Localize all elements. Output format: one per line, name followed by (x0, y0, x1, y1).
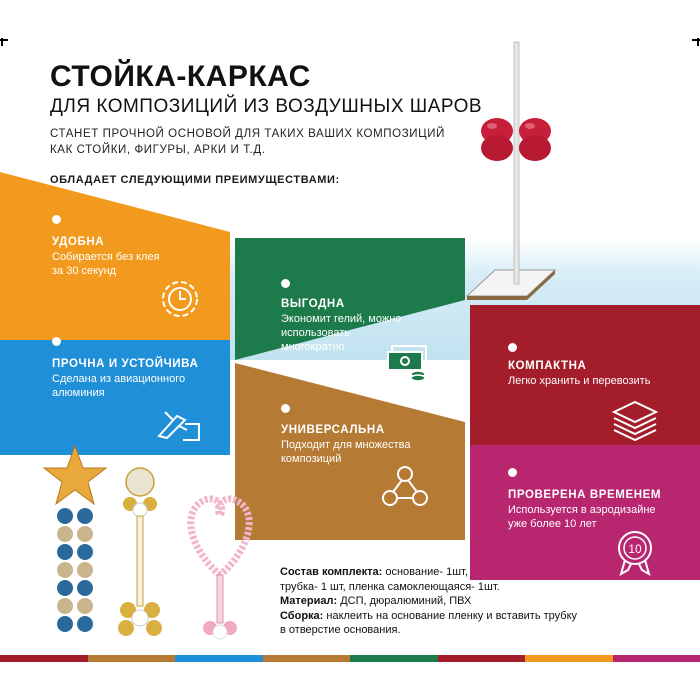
stand-pole (514, 42, 519, 284)
bottom-bar-segment (438, 655, 527, 662)
kit-composition-text: основание- 1шт, (382, 566, 468, 578)
bullet-dot (52, 215, 61, 224)
kit-material-text: ДСП, дюралюминий, ПВХ (337, 595, 472, 607)
advantages-heading: ОБЛАДАЕТ СЛЕДУЮЩИМИ ПРЕИМУЩЕСТВАМИ: (50, 174, 340, 186)
feature-durable (52, 358, 198, 400)
feature-desc: Экономит гелий, можно (281, 313, 402, 325)
page-title: СТОЙКА-КАРКАС (50, 60, 311, 93)
medal-icon (612, 528, 658, 576)
airplane-icon (155, 402, 203, 442)
feature-desc: алюминия (52, 387, 105, 399)
bottom-bar-segment (350, 655, 439, 662)
bullet-dot (508, 343, 517, 352)
kit-composition-cont: трубка- 1 шт, пленка самоклеющаяся- 1шт. (280, 580, 500, 593)
feature-title: УНИВЕРСАЛЬНА (281, 424, 385, 436)
feature-title: УДОБНА (52, 236, 105, 248)
medal-number: 10 (628, 542, 642, 556)
bullet-dot (281, 279, 290, 288)
kit-assembly-cont: в отверстие основания. (280, 624, 401, 636)
feature-proven (508, 489, 661, 531)
kit-assembly-text: наклеить на основание пленку и вставить трубку (323, 609, 578, 622)
feature-title: ПРОВЕРЕНА ВРЕМЕНЕМ (508, 489, 662, 501)
intro-line: СТАНЕТ ПРОЧНОЙ ОСНОВОЙ ДЛЯ ТАКИХ ВАШИХ КОМПОЗИЦИЙ (50, 128, 445, 140)
feature-desc: использовать (281, 327, 351, 339)
feature-desc: Используется в аэродизайне (508, 504, 656, 516)
gear-clock-icon (158, 277, 202, 321)
bottom-bar-segment (88, 655, 177, 662)
balloon (519, 135, 551, 161)
feature-desc: Легко хранить и перевозить (508, 375, 651, 387)
intro-line: КАК СТОЙКИ, ФИГУРЫ, АРКИ И Т.Д. (50, 144, 266, 156)
feature-desc: уже более 10 лет (508, 518, 597, 530)
feature-title: КОМПАКТНА (508, 360, 587, 372)
feature-desc: композиций (281, 453, 342, 465)
feature-universal (281, 424, 410, 466)
feature-easy (52, 236, 160, 278)
bullet-dot (52, 337, 61, 346)
feature-title: ПРОЧНА И УСТОЙЧИВА (52, 358, 199, 370)
feature-desc: за 30 секунд (52, 265, 117, 277)
feature-compact (508, 360, 650, 388)
bottom-bar-segment (263, 655, 352, 662)
feature-desc: Собирается без клея (52, 251, 160, 263)
bottom-bar-segment (0, 655, 89, 662)
kit-composition-label: Состав комплекта: (280, 566, 383, 578)
star-balloon-column (44, 446, 106, 632)
bottom-bar-segment (613, 655, 700, 662)
feature-desc: многократно (281, 341, 345, 353)
kit-material (280, 594, 610, 609)
stand-illustration (455, 38, 575, 308)
feature-desc: Подходит для множества (281, 439, 411, 451)
money-icon (384, 342, 430, 382)
bottom-bar-segment (175, 655, 264, 662)
heart-balloon-arch (191, 499, 249, 639)
kit-assembly (280, 609, 610, 624)
kit-description (280, 565, 610, 638)
bullet-dot (281, 404, 290, 413)
kit-assembly-label: Сборка: (280, 609, 324, 622)
kit-composition (280, 565, 610, 580)
bullet-dot (508, 468, 517, 477)
stack-icon (610, 398, 660, 442)
page-subtitle: ДЛЯ КОМПОЗИЦИЙ ИЗ ВОЗДУШНЫХ ШАРОВ (50, 96, 483, 117)
balloon-compositions (30, 440, 280, 650)
bottom-bar-segment (525, 655, 614, 662)
feature-desc: Сделана из авиационного (52, 373, 186, 385)
feature-title: ВЫГОДНА (281, 298, 345, 310)
gold-balloon-column (118, 468, 162, 636)
balloon (481, 135, 513, 161)
shapes-network-icon (380, 465, 430, 509)
kit-material-label: Материал: (280, 595, 338, 607)
